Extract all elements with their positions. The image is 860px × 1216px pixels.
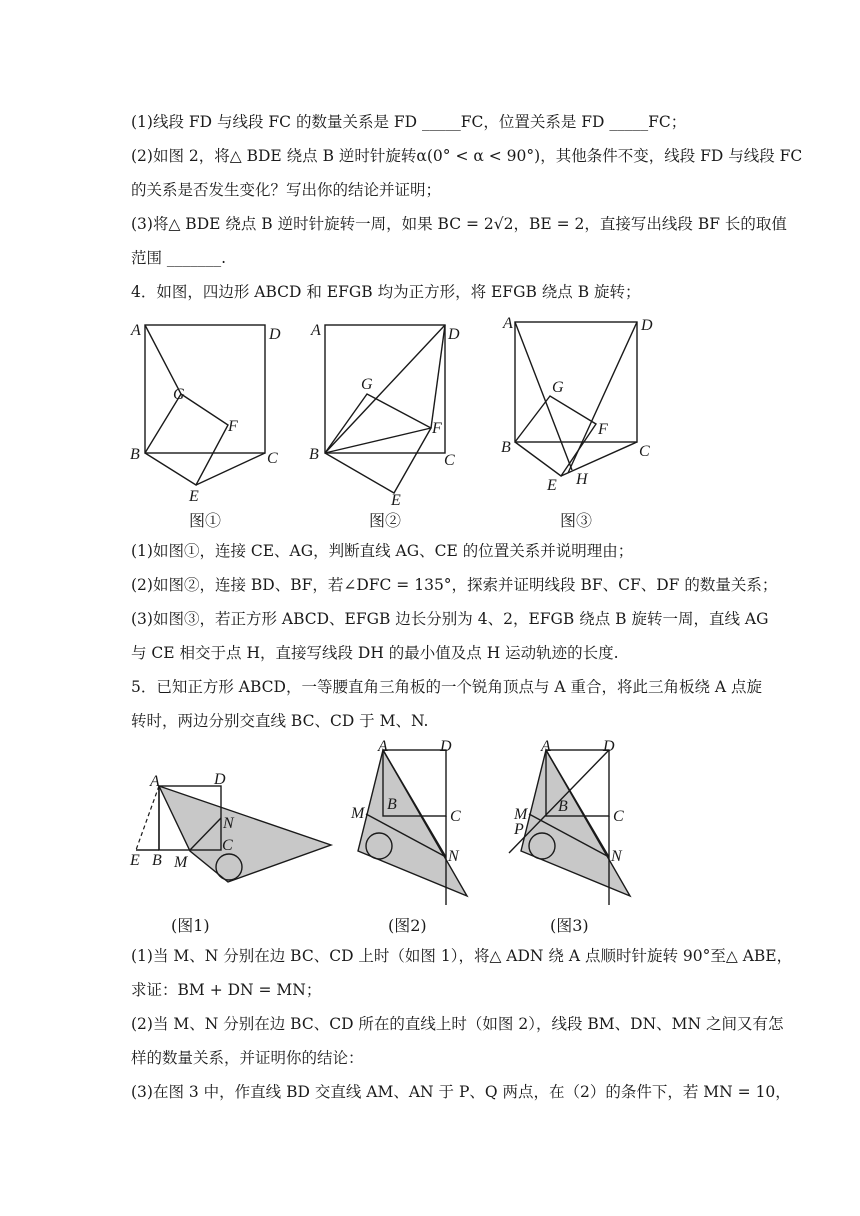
label-A: A: [150, 773, 160, 790]
label-N: N: [448, 848, 459, 865]
label-A: A: [541, 738, 551, 755]
label-D: D: [269, 326, 281, 343]
q4-caption-3: 图③: [560, 511, 593, 530]
label-B: B: [387, 796, 397, 813]
label-F: F: [598, 421, 608, 438]
label-B: B: [501, 439, 511, 456]
label-C: C: [613, 808, 624, 825]
q5-caption-3: (图3): [550, 916, 589, 935]
label-N: N: [223, 815, 234, 832]
label-B: B: [558, 798, 568, 815]
q3-part3-line1: (3)将△ BDE 绕点 B 逆时针旋转一周，如果 BC = 2√2，BE = 2，直接写出线段 BF 长的取值: [131, 215, 787, 233]
label-D: D: [448, 326, 460, 343]
label-M: M: [351, 805, 365, 822]
q5-figure-1: [128, 770, 338, 885]
q5-part1-line1: (1)当 M、N 分别在边 BC、CD 上时（如图 1），将△ ADN 绕 A 点顺时针旋转 90°至△ ABE，: [131, 947, 793, 965]
q3-part1: (1)线段 FD 与线段 FC 的数量关系是 FD _____FC，位置关系是 FD _____FC；: [131, 113, 687, 131]
label-N: N: [611, 848, 622, 865]
label-E: E: [189, 488, 199, 505]
label-D: D: [603, 738, 615, 755]
label-D: D: [214, 771, 226, 788]
q5-part2-line2: 样的数量关系，并证明你的结论：: [131, 1049, 364, 1067]
q5-caption-2: (图2): [388, 916, 427, 935]
label-B: B: [130, 446, 140, 463]
label-H: H: [576, 471, 588, 488]
label-M: M: [514, 806, 528, 823]
label-C: C: [639, 443, 650, 460]
label-P: P: [514, 821, 524, 838]
label-F: F: [432, 420, 442, 437]
q4-part1: (1)如图①，连接 CE、AG，判断直线 AG、CE 的位置关系并说明理由；: [131, 542, 634, 560]
label-M: M: [174, 854, 188, 871]
q5-intro-line2: 转时，两边分别交直线 BC、CD 于 M、N.: [131, 712, 429, 730]
q5-part2-line1: (2)当 M、N 分别在边 BC、CD 所在的直线上时（如图 2），线段 BM、DN、MN 之间又有怎: [131, 1015, 784, 1033]
q4-intro: 4．如图，四边形 ABCD 和 EFGB 均为正方形，将 EFGB 绕点 B 旋转；: [131, 283, 641, 301]
label-G: G: [173, 386, 185, 403]
label-E: E: [547, 477, 557, 494]
label-E: E: [130, 852, 140, 869]
q3-part3-line2: 范围 _______.: [131, 249, 227, 267]
q3-part2-line2: 的关系是否发生变化？写出你的结论并证明；: [131, 181, 442, 199]
q5-figure-3: [505, 735, 640, 910]
label-D: D: [641, 317, 653, 334]
q5-figure-2: [345, 735, 480, 910]
label-B: B: [152, 852, 162, 869]
label-B: B: [309, 446, 319, 463]
label-A: A: [311, 322, 321, 339]
q4-part3-line1: (3)如图③，若正方形 ABCD、EFGB 边长分别为 4、2，EFGB 绕点 B 旋转一周，直线 AG: [131, 610, 769, 628]
q4-figure-1: [125, 315, 285, 505]
q4-figure-3: [497, 310, 667, 495]
q4-figure-2: [305, 315, 465, 510]
q4-part2: (2)如图②，连接 BD、BF，若∠DFC = 135°，探索并证明线段 BF、CF、DF 的数量关系；: [131, 576, 778, 594]
label-A: A: [503, 315, 513, 332]
q5-part1-line2: 求证：BM + DN = MN；: [131, 981, 322, 999]
label-A: A: [378, 738, 388, 755]
q5-intro-line1: 5．已知正方形 ABCD，一等腰直角三角板的一个锐角顶点与 A 重合，将此三角板绕 A 点旋: [131, 678, 763, 696]
label-C: C: [222, 837, 233, 854]
q5-caption-1: (图1): [171, 916, 210, 935]
label-F: F: [228, 418, 238, 435]
q4-caption-2: 图②: [369, 511, 402, 530]
q3-part2-line1: (2)如图 2，将△ BDE 绕点 B 逆时针旋转α(0° < α < 90°)，其他条件不变，线段 FD 与线段 FC: [131, 147, 803, 165]
label-C: C: [450, 808, 461, 825]
label-G: G: [361, 376, 373, 393]
label-A: A: [131, 322, 141, 339]
label-C: C: [444, 452, 455, 469]
label-G: G: [552, 379, 564, 396]
q4-part3-line2: 与 CE 相交于点 H，直接写线段 DH 的最小值及点 H 运动轨迹的长度.: [131, 644, 619, 662]
q5-part3: (3)在图 3 中，作直线 BD 交直线 AM、AN 于 P、Q 两点，在（2）的条件下，若 MN = 10，: [131, 1083, 791, 1101]
label-E: E: [391, 492, 401, 509]
label-D: D: [440, 738, 452, 755]
q4-caption-1: 图①: [189, 511, 222, 530]
label-C: C: [267, 450, 278, 467]
